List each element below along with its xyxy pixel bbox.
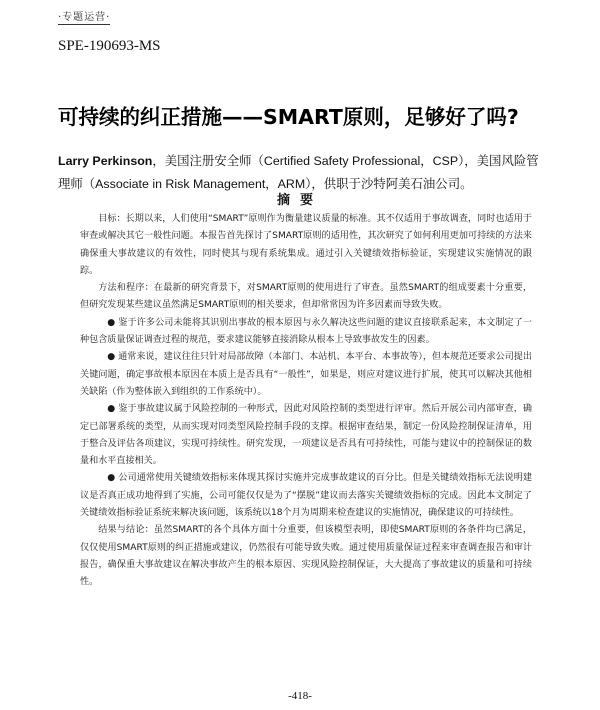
column-tag [58, 8, 110, 23]
author-affiliation: ，美国注册安全师（Certified Safety Professional，CSP），美国风险管理师（Associate in Risk Management，ARM），供职于沙特阿美石油公司。 [58, 154, 539, 191]
paper-id: SPE-190693-MS [58, 38, 161, 54]
page-number: -418- [288, 690, 312, 702]
abstract-paragraph-methods: 方法和程序：在最新的研究背景下，对SMART原则的使用进行了审查。虽然SMART的组成要素十分重要，但研究发现某些建议虽然满足SMART原则的相关要求，但却常常因为许多因素而导致失败。 [80, 283, 532, 311]
abstract-paragraph-objective: 目标：长期以来，人们使用“SMART”原则作为衡量建议质量的标准。其不仅适用于事故调查，同时也适用于审查或解决其它一般性问题。本报告首先探讨了SMART原则的适用性，其次研究了如何利用更加可持续的方法来确保重大事故建议的有效性，同时使其与现有系统集成。通过引入关键绩效指标验证，实现建议实施情况的跟踪。 [80, 214, 532, 276]
abstract-bullet-root-cause: ● 鉴于许多公司未能将其识别出事故的根本原因与永久解决这些问题的建议直接联系起来，本文制定了一种包含质量保证调查过程的规范，要求建议能够直接消除从根本上导致事故发生的因素。 [80, 317, 532, 346]
abstract-paragraph-results: 结果与结论：虽然SMART的各个具体方面十分重要，但该模型表明，即使SMART原则的各条件均已满足，仅仅使用SMART原则的纠正措施或建议，仍然很有可能导致失败。通过使用质量保证过程来审查调查报告和审计报告，确保重大事故建议在解决事故产生的根本原因、实现风险控制保证，大大提高了事故建议的质量和可持续性。 [80, 525, 532, 588]
abstract-bullet-kpi: ● 公司通常使用关键绩效指标来体现其探讨实施并完成事故建议的百分比。但是关键绩效指标无法说明建议是否真正成功地得到了实施，公司可能仅仅是为了“摆脱”建议而去落实关键绩效指标的完成。因此本文制定了关键绩效指标验证系统来解决该问题，该系统以18个月为周期来检查建议的实施情况，确保建议的可持续性。 [80, 473, 532, 519]
abstract-body [80, 211, 532, 592]
abstract-heading: 摘要 [276, 193, 323, 208]
paper-title: 可持续的纠正措施——SMART原则，足够好了吗? [58, 105, 519, 129]
abstract-bullet-risk-control: ● 鉴于事故建议属于风险控制的一种形式，因此对风险控制的类型进行评审。然后开展公司内部审查，确定已部署系统的类型，从而实现对同类型风险控制手段的支撑。根据审查结果，制定一份风险控制保证清单，用于整合及评估各项建议，实现可持续性。研究发现，一项建议是否具有可持续性，可能与建议中的控制保证的数量和水平直接相关。 [80, 404, 532, 467]
author-name: Larry Perkinson [58, 154, 153, 168]
column-tag-text: ·专题运营· [58, 12, 111, 23]
abstract-bullet-generality: ● 通常来说，建议往往只针对局部故障（本部门、本站机、本平台、本事故等），但本规范还要求公司提出关键问题，确定事故根本原因在本质上是否具有“一般性”，如果是，则应对建议进行扩展，使其可以解决其他相关缺陷（作为整体嵌入到组织的工作系统中）。 [80, 352, 532, 397]
